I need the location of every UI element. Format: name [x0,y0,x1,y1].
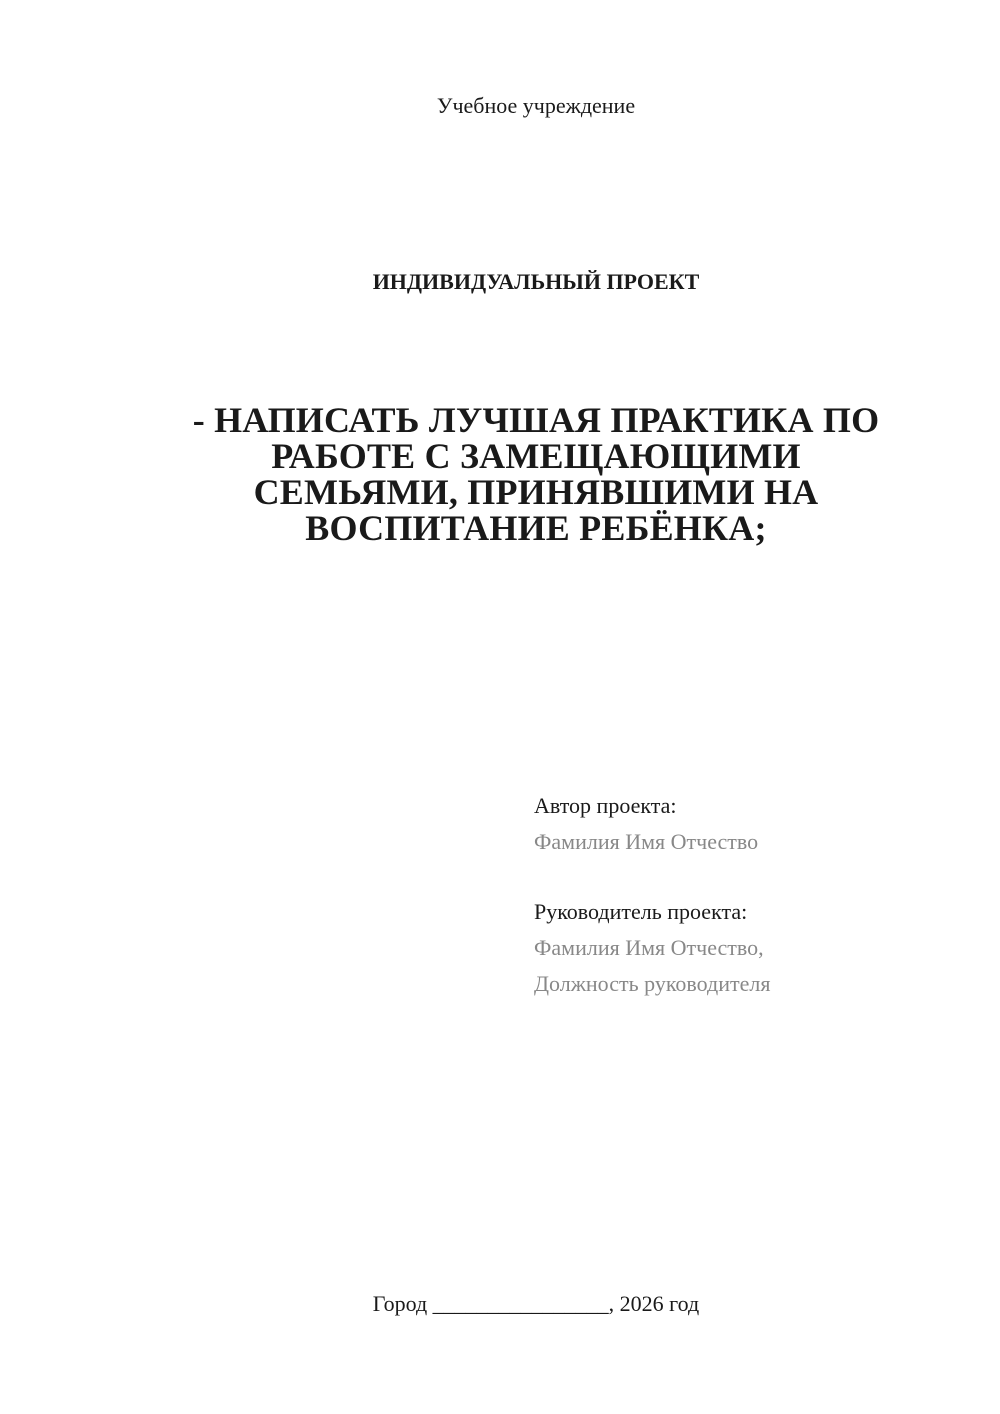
project-title [150,402,922,546]
institution-name: Учебное учреждение [436,93,636,118]
project-title-line: - НАПИСАТЬ ЛУЧШАЯ ПРАКТИКА ПО [192,400,880,440]
supervisor-name: Фамилия Имя Отчество, [534,935,764,960]
project-title-line: СЕМЬЯМИ, ПРИНЯВШИМИ НА [253,472,819,512]
supervisor-position: Должность руководителя [534,971,771,996]
year-text: , 2026 год [608,1291,700,1316]
document-type: ИНДИВИДУАЛЬНЫЙ ПРОЕКТ [372,269,700,294]
author-label: Автор проекта: [534,793,677,818]
city-blank: ________________ [432,1291,609,1316]
credits-block [534,788,974,1002]
city-label: Город [372,1291,428,1316]
project-title-line: ВОСПИТАНИЕ РЕБЁНКА; [305,508,767,548]
author-name: Фамилия Имя Отчество [534,829,759,854]
spacer [534,860,974,894]
supervisor-label: Руководитель проекта: [534,899,748,924]
city-year-line [0,1290,1000,1318]
project-title-line: РАБОТЕ С ЗАМЕЩАЮЩИМИ [271,436,801,476]
